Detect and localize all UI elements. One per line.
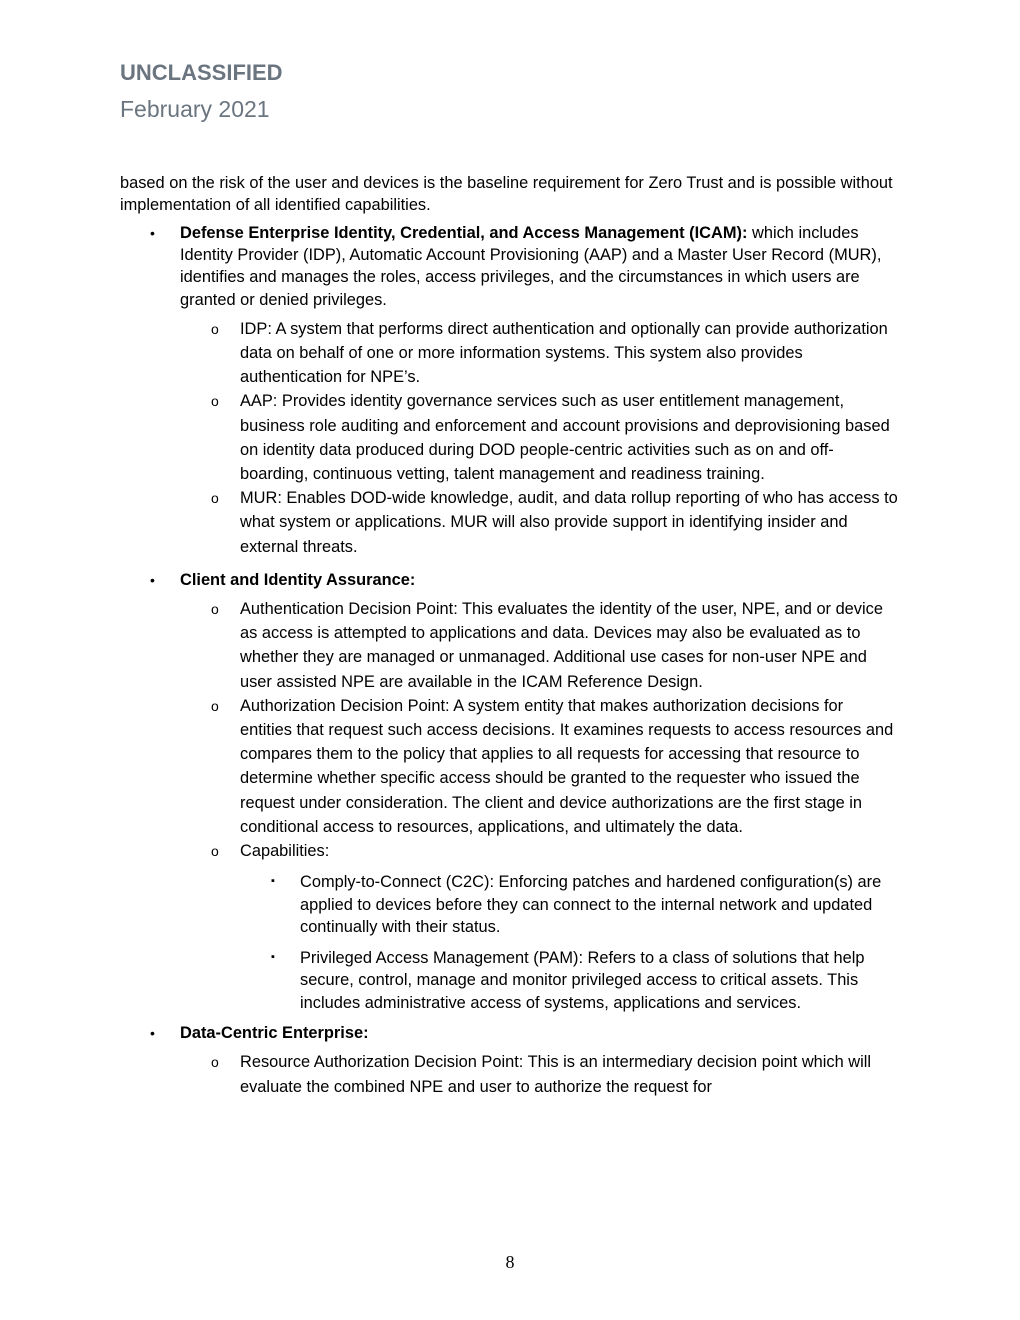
- bullet-circle-icon: o: [211, 697, 219, 714]
- sub-item-mur: [180, 486, 898, 559]
- bullet-circle-icon: o: [211, 393, 219, 410]
- sub-item-text: Authentication Decision Point: This evaluates the identity of the user, NPE, and or device as access is attempted to applications and data. Devices may also be evaluated as to whether they are managed or unmanaged. Additional use cases for non-user NPE and user assisted NPE are available in the ICAM Reference Design.: [240, 600, 883, 691]
- bullet-circle-icon: o: [211, 1054, 219, 1071]
- intro-paragraph: based on the risk of the user and devices is the baseline requirement for Zero Trust and is possible without implementation of all identified capabilities.: [120, 174, 893, 214]
- bullet-square-icon: ▪: [271, 950, 275, 963]
- sub-list: [180, 1050, 898, 1098]
- sub-list: [180, 317, 898, 559]
- sub-item-text: AAP: Provides identity governance services such as user entitlement management, business role auditing and enforcement and account provisions and deprovisioning based on identity data produced during DOD people-centric activities such as on and off-boarding, continuous vetting, talent management and readiness training.: [240, 392, 890, 484]
- sub-item-authorization-decision-point: [180, 694, 898, 839]
- bullet-square-icon: ▪: [271, 875, 275, 888]
- sub-item-aap: [180, 389, 898, 486]
- sub-list: [180, 597, 898, 1014]
- capability-item-c2c: [180, 871, 898, 939]
- bullet-item-client-identity-assurance: [120, 569, 898, 1014]
- bullet-circle-icon: o: [211, 843, 219, 860]
- capability-text: Comply-to-Connect (C2C): Enforcing patches and hardened configuration(s) are applied to devices before they can connect to the internal network and updated continually with their status.: [300, 873, 882, 937]
- section-title: Client and Identity Assurance:: [180, 570, 416, 589]
- bullet-item-data-centric-enterprise: [120, 1022, 898, 1099]
- sub-item-text: Capabilities:: [240, 842, 330, 861]
- page-number: 8: [505, 1252, 515, 1272]
- capabilities-list: [180, 871, 898, 1014]
- document-date: February 2021: [120, 96, 270, 122]
- bullet-circle-icon: o: [211, 601, 219, 618]
- section-text: which includes Identity Provider (IDP), Automatic Account Provisioning (AAP) and a Master User Record (MUR), identifies and manages the roles, access privileges, and the circumstances in which users are granted or denied privileges.: [180, 224, 882, 309]
- section-title: Data-Centric Enterprise:: [180, 1024, 369, 1043]
- section-title: Defense Enterprise Identity, Credential, and Access Management (ICAM):: [180, 224, 748, 242]
- sub-item-idp: [180, 317, 898, 390]
- sub-item-authentication-decision-point: [180, 597, 898, 694]
- sub-item-text: Resource Authorization Decision Point: This is an intermediary decision point which will evaluate the combined NPE and user to authorize the request for: [240, 1053, 872, 1096]
- sub-item-text: IDP: A system that performs direct authentication and optionally can provide authorization data on behalf of one or more information systems. This system also provides authentication for NPE’s.: [240, 319, 888, 387]
- sub-item-resource-authorization-decision-point: [180, 1050, 898, 1098]
- bullet-dot-icon: •: [150, 225, 155, 241]
- sub-item-text: Authorization Decision Point: A system entity that makes authorization decisions for entities that request such access decisions. It examines requests to access resources and compares them to the policy that applies to all requests for accessing that resource to determine whether specific access should be granted to the requester who issued the request under consideration. The client and device authorizations are the first stage in conditional access to resources, applications, and ultimately the data.: [240, 696, 894, 836]
- sub-item-capabilities: [180, 839, 898, 863]
- capability-text: Privileged Access Management (PAM): Refers to a class of solutions that help secure, control, manage and monitor privileged access to critical assets. This includes administrative access of systems, applications and services.: [300, 948, 865, 1012]
- bullet-item-icam: [120, 222, 898, 559]
- classification-marking: UNCLASSIFIED: [120, 60, 283, 85]
- sub-item-text: MUR: Enables DOD-wide knowledge, audit, and data rollup reporting of who has access to what system or applications. MUR will also provide support in identifying insider and external threats.: [240, 489, 898, 556]
- capability-item-pam: [180, 947, 898, 1015]
- bullet-dot-icon: •: [150, 571, 155, 588]
- bullet-dot-icon: •: [150, 1025, 155, 1042]
- bullet-circle-icon: o: [211, 320, 219, 337]
- document-body: [120, 172, 898, 1099]
- bullet-circle-icon: o: [211, 490, 219, 507]
